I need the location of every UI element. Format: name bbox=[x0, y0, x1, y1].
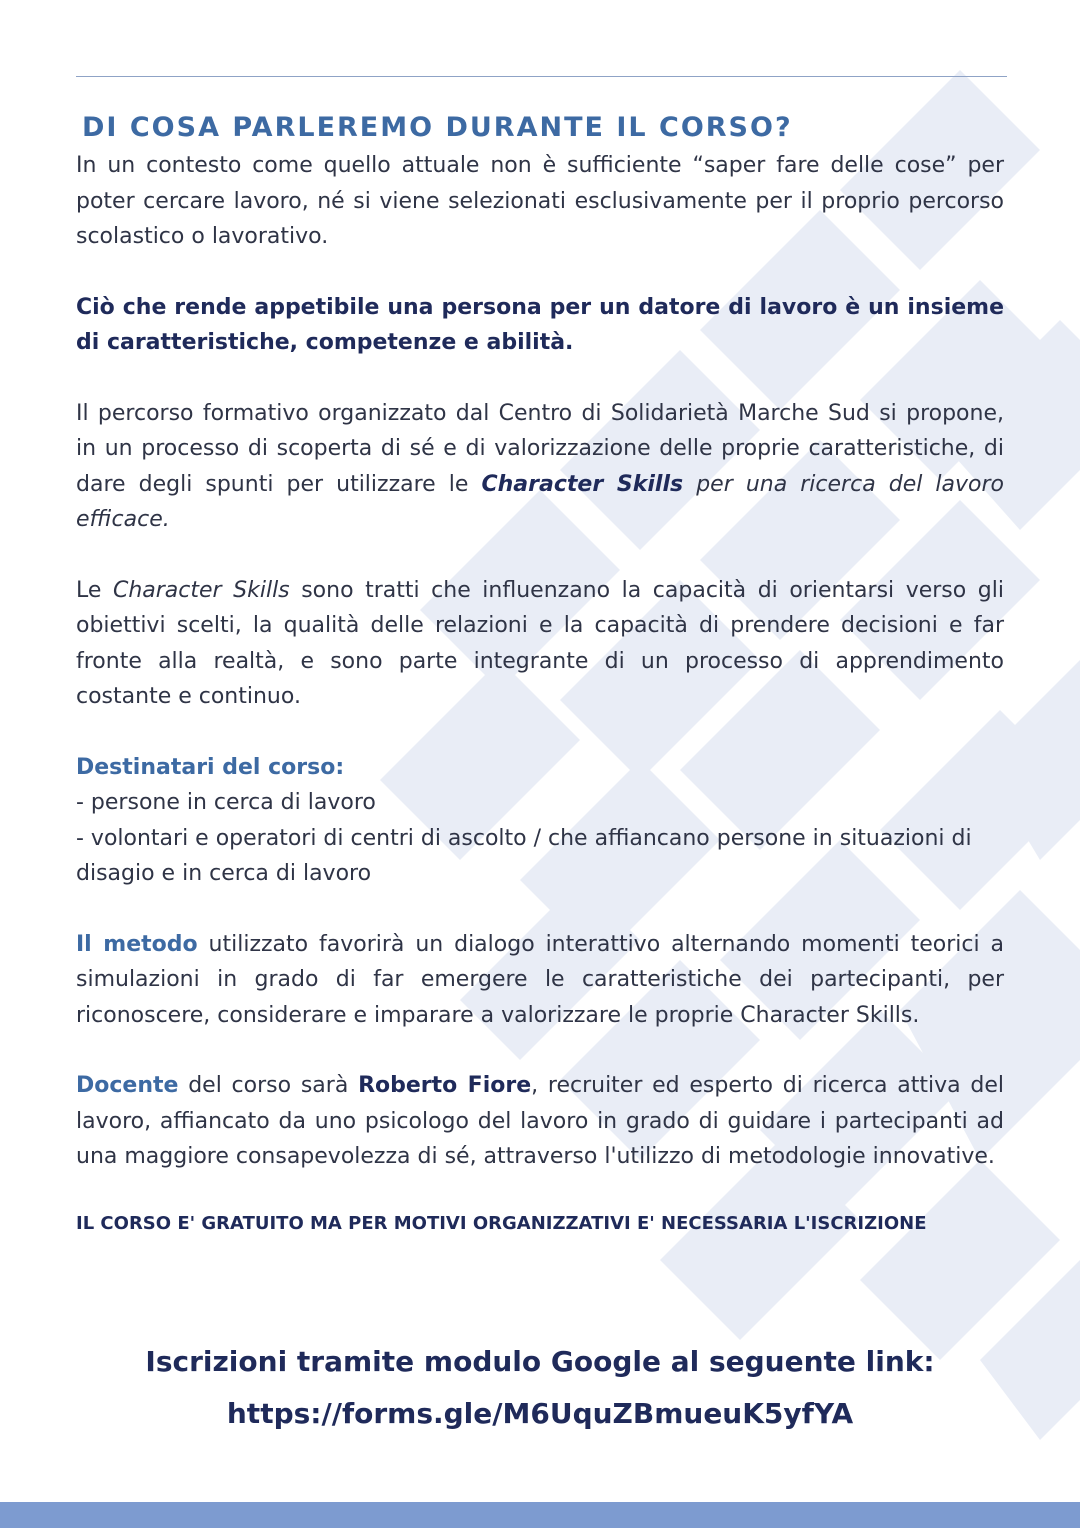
registration-link[interactable]: https://forms.gle/M6UquZBmueuK5yfYA bbox=[226, 1397, 854, 1430]
destinatari-section bbox=[76, 750, 1004, 892]
character-skills-text: sono tratti che influenzano la capacità di orientarsi verso gli obiettivi scelti, la qualità delle relazioni e la capacità di prendere decisioni e far fronte alla realtà, e sono parte integrante di un processo di apprendimento costante e continuo. bbox=[76, 577, 1004, 709]
docente-description: , recruiter ed esperto di ricerca attiva del lavoro, affiancato da uno psicologo del lavoro in grado di guidare i partecipanti ad una maggiore consapevolezza di sé, attraverso l'utilizzo di metodologie innovative. bbox=[76, 1073, 1004, 1169]
percorso-paragraph bbox=[76, 396, 1004, 538]
intro-paragraph: In un contesto come quello attuale non è sufficiente “saper fare delle cose” per poter cercare lavoro, né si viene selezionati esclusivamente per il proprio percorso scolastico o lavorativo. bbox=[76, 153, 1004, 249]
metodo-text: utilizzato favorirà un dialogo interattivo alternando momenti teorici a simulazioni in grado di far emergere le caratteristiche dei partecipanti, per riconoscere, considerare e imparare a valorizzare le proprie Character Skills. bbox=[76, 931, 1004, 1028]
character-skills-term: Character Skills bbox=[112, 577, 290, 603]
docente-text: del corso sarà bbox=[178, 1073, 359, 1098]
metodo-paragraph bbox=[76, 927, 1004, 1034]
destinatari-title: Destinatari del corso: bbox=[76, 754, 345, 780]
registration-text: Iscrizioni tramite modulo Google al seguente link: bbox=[145, 1345, 935, 1378]
character-skills-paragraph bbox=[76, 573, 1004, 715]
list-item: - volontari e operatori di centri di ascolto / che affiancano persone in situazioni di disagio e in cerca di lavoro bbox=[76, 825, 972, 886]
free-course-notice: IL CORSO E' GRATUITO MA PER MOTIVI ORGANIZZATIVI E' NECESSARIA L'ISCRIZIONE bbox=[76, 1212, 927, 1234]
docente-label: Docente bbox=[76, 1073, 179, 1098]
percorso-ending: per una ricerca del lavoro efficace. bbox=[76, 471, 1005, 532]
top-divider bbox=[76, 76, 1007, 77]
docente-name: Roberto Fiore bbox=[358, 1073, 532, 1098]
character-skills-prefix: Le bbox=[76, 577, 113, 603]
list-item: - persone in cerca di lavoro bbox=[76, 790, 376, 815]
bottom-bar bbox=[0, 1502, 1080, 1528]
percorso-text: Il percorso formativo organizzato dal Centro di Solidarietà Marche Sud si propone, in un processo di scoperta di sé e di valorizzazione delle proprie caratteristiche, di dare degli spunti per utilizzare le bbox=[76, 400, 1004, 497]
character-skills-emphasis: Character Skills bbox=[481, 471, 684, 497]
section-heading: DI COSA PARLEREMO DURANTE IL CORSO? bbox=[82, 112, 793, 143]
course-description bbox=[76, 108, 1004, 1237]
metodo-label: Il metodo bbox=[76, 931, 198, 957]
docente-paragraph bbox=[76, 1068, 1004, 1175]
highlight-paragraph: Ciò che rende appetibile una persona per un datore di lavoro è un insieme di caratteristiche, competenze e abilità. bbox=[76, 294, 1004, 355]
registration-cta bbox=[0, 1336, 1080, 1440]
